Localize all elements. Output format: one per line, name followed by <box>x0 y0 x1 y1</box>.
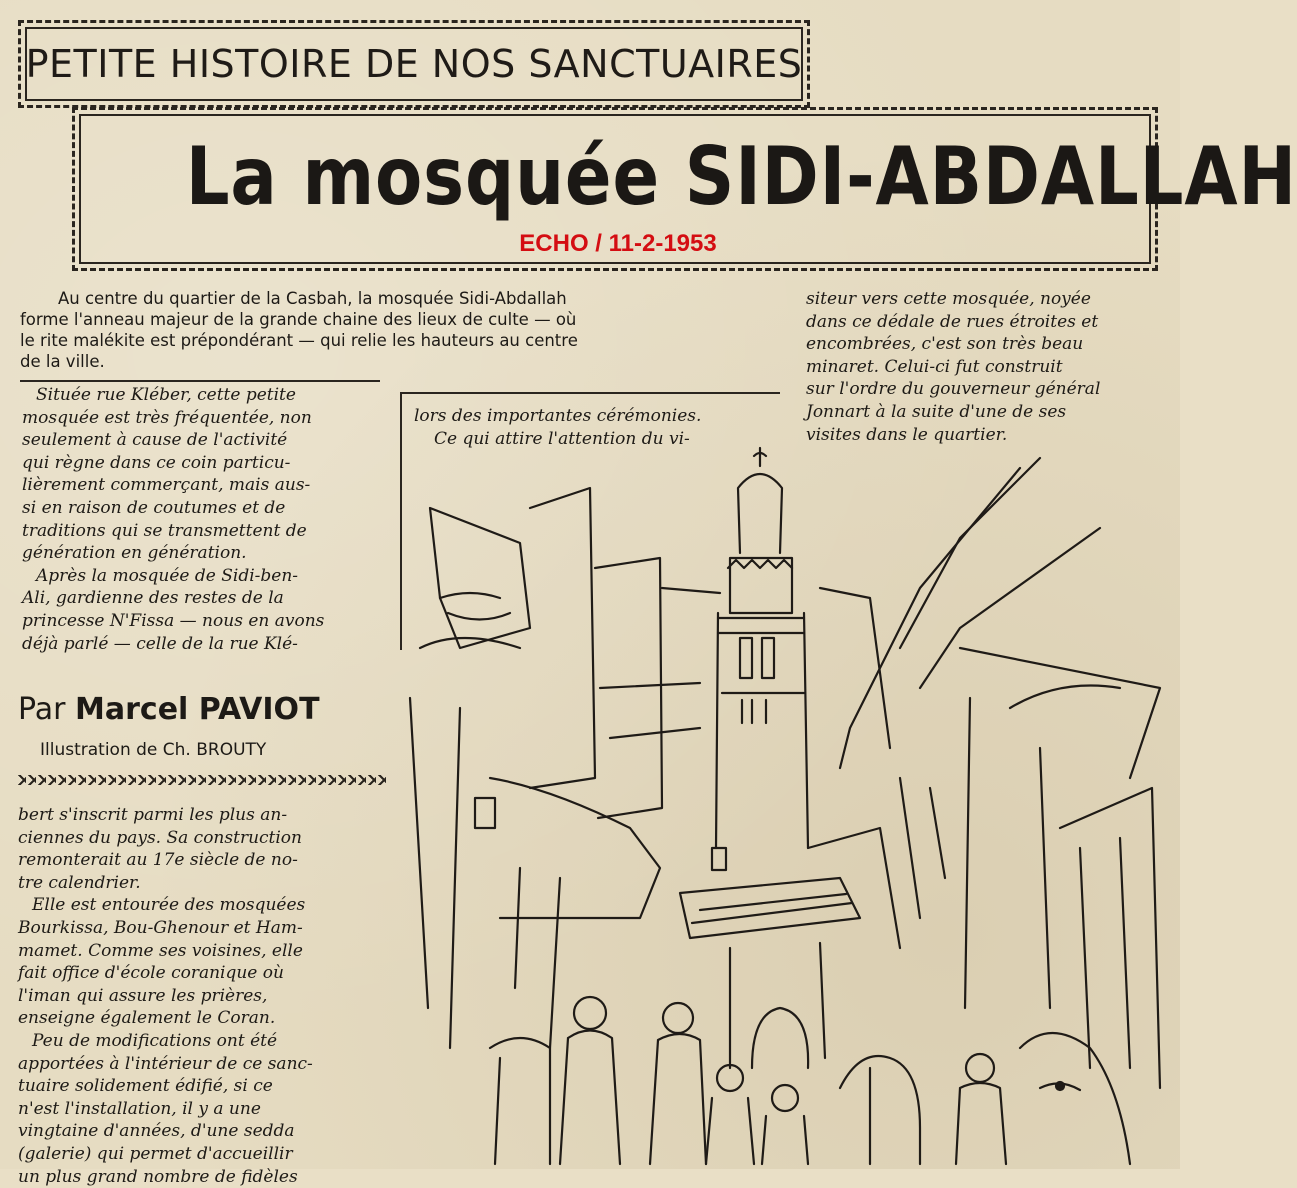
lead-line: Au centre du quartier de la Casbah, la mosquée Sidi-Abdallah <box>20 288 790 309</box>
byline-prefix: Par <box>18 692 65 727</box>
source-stamp: ECHO / 11-2-1953 <box>75 230 1161 258</box>
text-line: l'iman qui assure les prières, <box>18 985 384 1008</box>
decorative-divider <box>16 775 388 785</box>
lead-paragraph <box>20 288 790 372</box>
text-line: princesse N'Fissa — nous en avons <box>22 610 384 633</box>
section-title: PETITE HISTOIRE DE NOS SANCTUAIRES <box>26 42 803 86</box>
text-line: sur l'ordre du gouverneur général <box>806 378 1172 401</box>
text-line: Située rue Kléber, cette petite <box>22 384 384 407</box>
text-line: un plus grand nombre de fidèles <box>18 1166 384 1188</box>
column-rule <box>400 392 780 394</box>
text-line: encombrées, c'est son très beau <box>806 333 1172 356</box>
text-line: Ce qui attire l'attention du vi- <box>414 428 774 451</box>
text-line: fait office d'école coranique où <box>18 962 384 985</box>
column-a <box>22 384 384 655</box>
text-line: tre calendrier. <box>18 872 384 895</box>
text-line: qui règne dans ce coin particu- <box>22 452 384 475</box>
text-line: vingtaine d'années, d'une sedda <box>18 1120 384 1143</box>
text-line: bert s'inscrit parmi les plus an- <box>18 804 384 827</box>
column-b <box>414 405 774 450</box>
text-line: (galerie) qui permet d'accueillir <box>18 1143 384 1166</box>
illustration-credit: Illustration de Ch. BROUTY <box>40 740 400 760</box>
text-line: Peu de modifications ont été <box>18 1030 384 1053</box>
text-line: minaret. Celui-ci fut construit <box>806 356 1172 379</box>
text-line: génération en génération. <box>22 542 384 565</box>
minaret-drawing <box>716 448 808 848</box>
byline-author: Marcel PAVIOT <box>75 692 320 727</box>
text-line: si en raison de coutumes et de <box>22 497 384 520</box>
text-line: visites dans le quartier. <box>806 424 1172 447</box>
section-banner <box>18 20 810 108</box>
text-line: dans ce dédale de rues étroites et <box>806 311 1172 334</box>
column-rule <box>20 380 380 382</box>
text-line: Elle est entourée des mosquées <box>18 894 384 917</box>
text-line: lièrement commerçant, mais aus- <box>22 474 384 497</box>
article-headline: La mosquée SIDI-ABDALLAH <box>186 130 1055 223</box>
text-line: enseigne également le Coran. <box>18 1007 384 1030</box>
text-line: seulement à cause de l'activité <box>22 429 384 452</box>
lead-line: de la ville. <box>20 351 790 372</box>
text-line: ciennes du pays. Sa construction <box>18 827 384 850</box>
text-line: Jonnart à la suite d'une de ses <box>806 401 1172 424</box>
text-line: traditions qui se transmettent de <box>22 520 384 543</box>
text-line: Ali, gardienne des restes de la <box>22 587 384 610</box>
headline-box <box>72 107 1158 271</box>
text-line: apportées à l'intérieur de ce sanc- <box>18 1053 384 1076</box>
crowd-drawing <box>490 997 1130 1164</box>
byline <box>18 692 388 727</box>
text-line: remonterait au 17e siècle de no- <box>18 849 384 872</box>
text-line: déjà parlé — celle de la rue Klé- <box>22 633 384 656</box>
lead-line: le rite malékite est prépondérant — qui relie les hauteurs au centre <box>20 330 790 351</box>
street-sketch-illustration <box>400 448 1172 1164</box>
text-line: mosquée est très fréquentée, non <box>22 407 384 430</box>
center-buildings-drawing <box>662 588 900 1068</box>
text-line: siteur vers cette mosquée, noyée <box>806 288 1172 311</box>
lead-line: forme l'anneau majeur de la grande chaine des lieux de culte — où <box>20 309 790 330</box>
text-line: tuaire solidement édifié, si ce <box>18 1075 384 1098</box>
text-line: mamet. Comme ses voisines, elle <box>18 940 384 963</box>
text-line: Après la mosquée de Sidi-ben- <box>22 565 384 588</box>
column-d <box>18 804 384 1188</box>
text-line: lors des importantes cérémonies. <box>414 405 774 428</box>
left-buildings-drawing <box>410 488 700 1048</box>
column-c <box>806 288 1172 446</box>
text-line: Bourkissa, Bou-Ghenour et Ham- <box>18 917 384 940</box>
text-line: n'est l'installation, il y a une <box>18 1098 384 1121</box>
right-buildings-drawing <box>840 458 1160 1088</box>
